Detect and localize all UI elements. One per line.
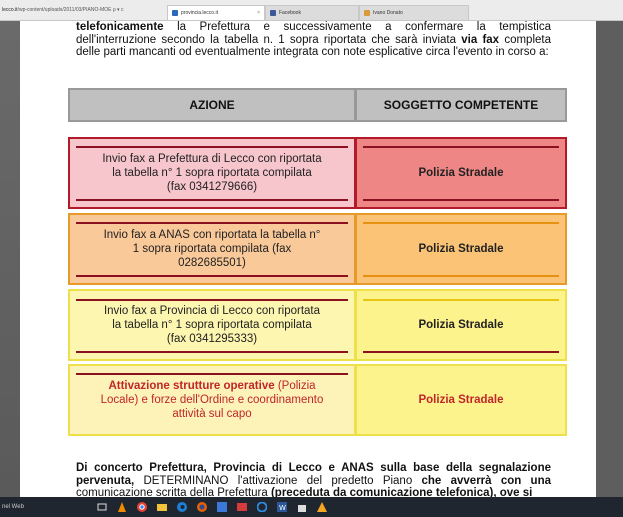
footer-bold-3: (preceduta da comunicazione telefonica), ove si xyxy=(270,487,533,497)
url-path: /wp-content/uploads/2011/03/PIANO-MOE xyxy=(17,7,112,13)
tab-label: provincia.lecco.it xyxy=(181,9,218,16)
svg-text:W: W xyxy=(279,504,286,512)
row3-line-top-left xyxy=(76,299,348,301)
row2-action-text: Invio fax a ANAS con riportata la tabella n° 1 sopra riportata compilata (fax 0282685501) xyxy=(103,229,321,269)
address-bar[interactable] xyxy=(0,7,167,13)
ie-icon[interactable] xyxy=(256,501,268,513)
firefox-icon[interactable] xyxy=(196,501,208,513)
row1-line-bottom-right xyxy=(363,199,559,201)
store-bag-icon[interactable] xyxy=(296,501,308,513)
taskbar-search-box[interactable]: nel Web xyxy=(2,504,24,510)
word-icon[interactable] xyxy=(276,501,288,513)
row3-line-bottom-left xyxy=(76,351,348,353)
close-tab-icon[interactable]: × xyxy=(257,9,260,16)
globe-icon xyxy=(172,10,178,16)
footer-text-1: DETERMINANO l'attivazione del predetto Piano xyxy=(134,474,422,487)
tab-ivano[interactable] xyxy=(359,5,469,20)
row2-responsible-text: Polizia Stradale xyxy=(418,243,504,255)
row4-action-bold: Attivazione strutture operative xyxy=(108,380,275,392)
row4-responsible xyxy=(355,364,567,436)
browser-tab-bar xyxy=(0,0,623,21)
row2-line-bottom-left xyxy=(76,275,348,277)
viewer-left-margin xyxy=(0,21,20,497)
chrome-icon[interactable] xyxy=(136,501,148,513)
profile-icon xyxy=(364,10,370,16)
tab-label: Facebook xyxy=(279,9,301,16)
header-azione: AZIONE xyxy=(68,88,356,122)
row2-line-top-right xyxy=(363,222,559,224)
intro-text-1: la Prefettura e successivamente a confermare la tempistica dell'interruzione secondo la tabella n. 1 sopra riportata che sarà inviata xyxy=(76,21,551,46)
intro-bold-1: telefonicamente xyxy=(76,21,164,33)
url-host: lecco.it xyxy=(2,7,18,13)
intro-paragraph xyxy=(76,21,551,59)
footer-paragraph xyxy=(76,462,551,497)
pdf-page xyxy=(20,21,596,497)
row4-line-top-left xyxy=(76,373,348,375)
facebook-icon xyxy=(270,10,276,16)
row2-line-bottom-right xyxy=(363,275,559,277)
footer-bold-1: Di concerto Prefettura, Provincia di Lecco e ANAS sulla base della segnalazione pervenuta, xyxy=(76,462,551,487)
row4-responsible-text: Polizia Stradale xyxy=(418,394,504,406)
row3-responsible-text: Polizia Stradale xyxy=(418,319,504,331)
address-bar-controls[interactable]: ρ ▾ c xyxy=(112,7,124,13)
app-icon[interactable] xyxy=(316,501,328,513)
edge-icon[interactable] xyxy=(176,501,188,513)
row1-line-bottom-left xyxy=(76,199,348,201)
viewer-right-margin xyxy=(596,21,623,497)
row4-action-text xyxy=(92,379,332,421)
intro-text-2: completa delle parti mancanti od eventualmente integrata con note esplicative circa l'evento in corso a: xyxy=(76,33,551,58)
store-icon[interactable] xyxy=(216,501,228,513)
tab-facebook[interactable] xyxy=(265,5,359,20)
row4-action-rest: (Polizia Locale) e forze dell'Ordine e coordinamento attività sul capo xyxy=(100,380,324,420)
tab-label: Ivano Donato xyxy=(373,9,403,16)
row1-responsible-text: Polizia Stradale xyxy=(418,167,504,179)
vlc-icon[interactable] xyxy=(116,501,128,513)
header-soggetto: SOGGETTO COMPETENTE xyxy=(355,88,567,122)
intro-bold-2: via fax xyxy=(461,33,500,46)
footer-bold-2: che avverrà con una xyxy=(421,474,551,487)
windows-taskbar xyxy=(0,497,623,517)
row3-line-bottom-right xyxy=(363,351,559,353)
row1-action-text: Invio fax a Prefettura di Lecco con riportata la tabella n° 1 sopra riportata compilata (fax 0341279666) xyxy=(102,153,322,193)
footer-text-2: comunicazione scritta della Prefettura xyxy=(76,487,271,497)
row1-line-top-left xyxy=(76,146,348,148)
row3-line-top-right xyxy=(363,299,559,301)
file-explorer-icon[interactable] xyxy=(156,501,168,513)
row2-line-top-left xyxy=(76,222,348,224)
row3-action-text: Invio fax a Provincia di Lecco con riportata la tabella n° 1 sopra riportata compilata (fax 0341295333) xyxy=(103,305,321,345)
tab-provincia[interactable] xyxy=(167,5,265,20)
task-view-icon[interactable] xyxy=(96,501,108,513)
mail-icon[interactable] xyxy=(236,501,248,513)
row1-line-top-right xyxy=(363,146,559,148)
